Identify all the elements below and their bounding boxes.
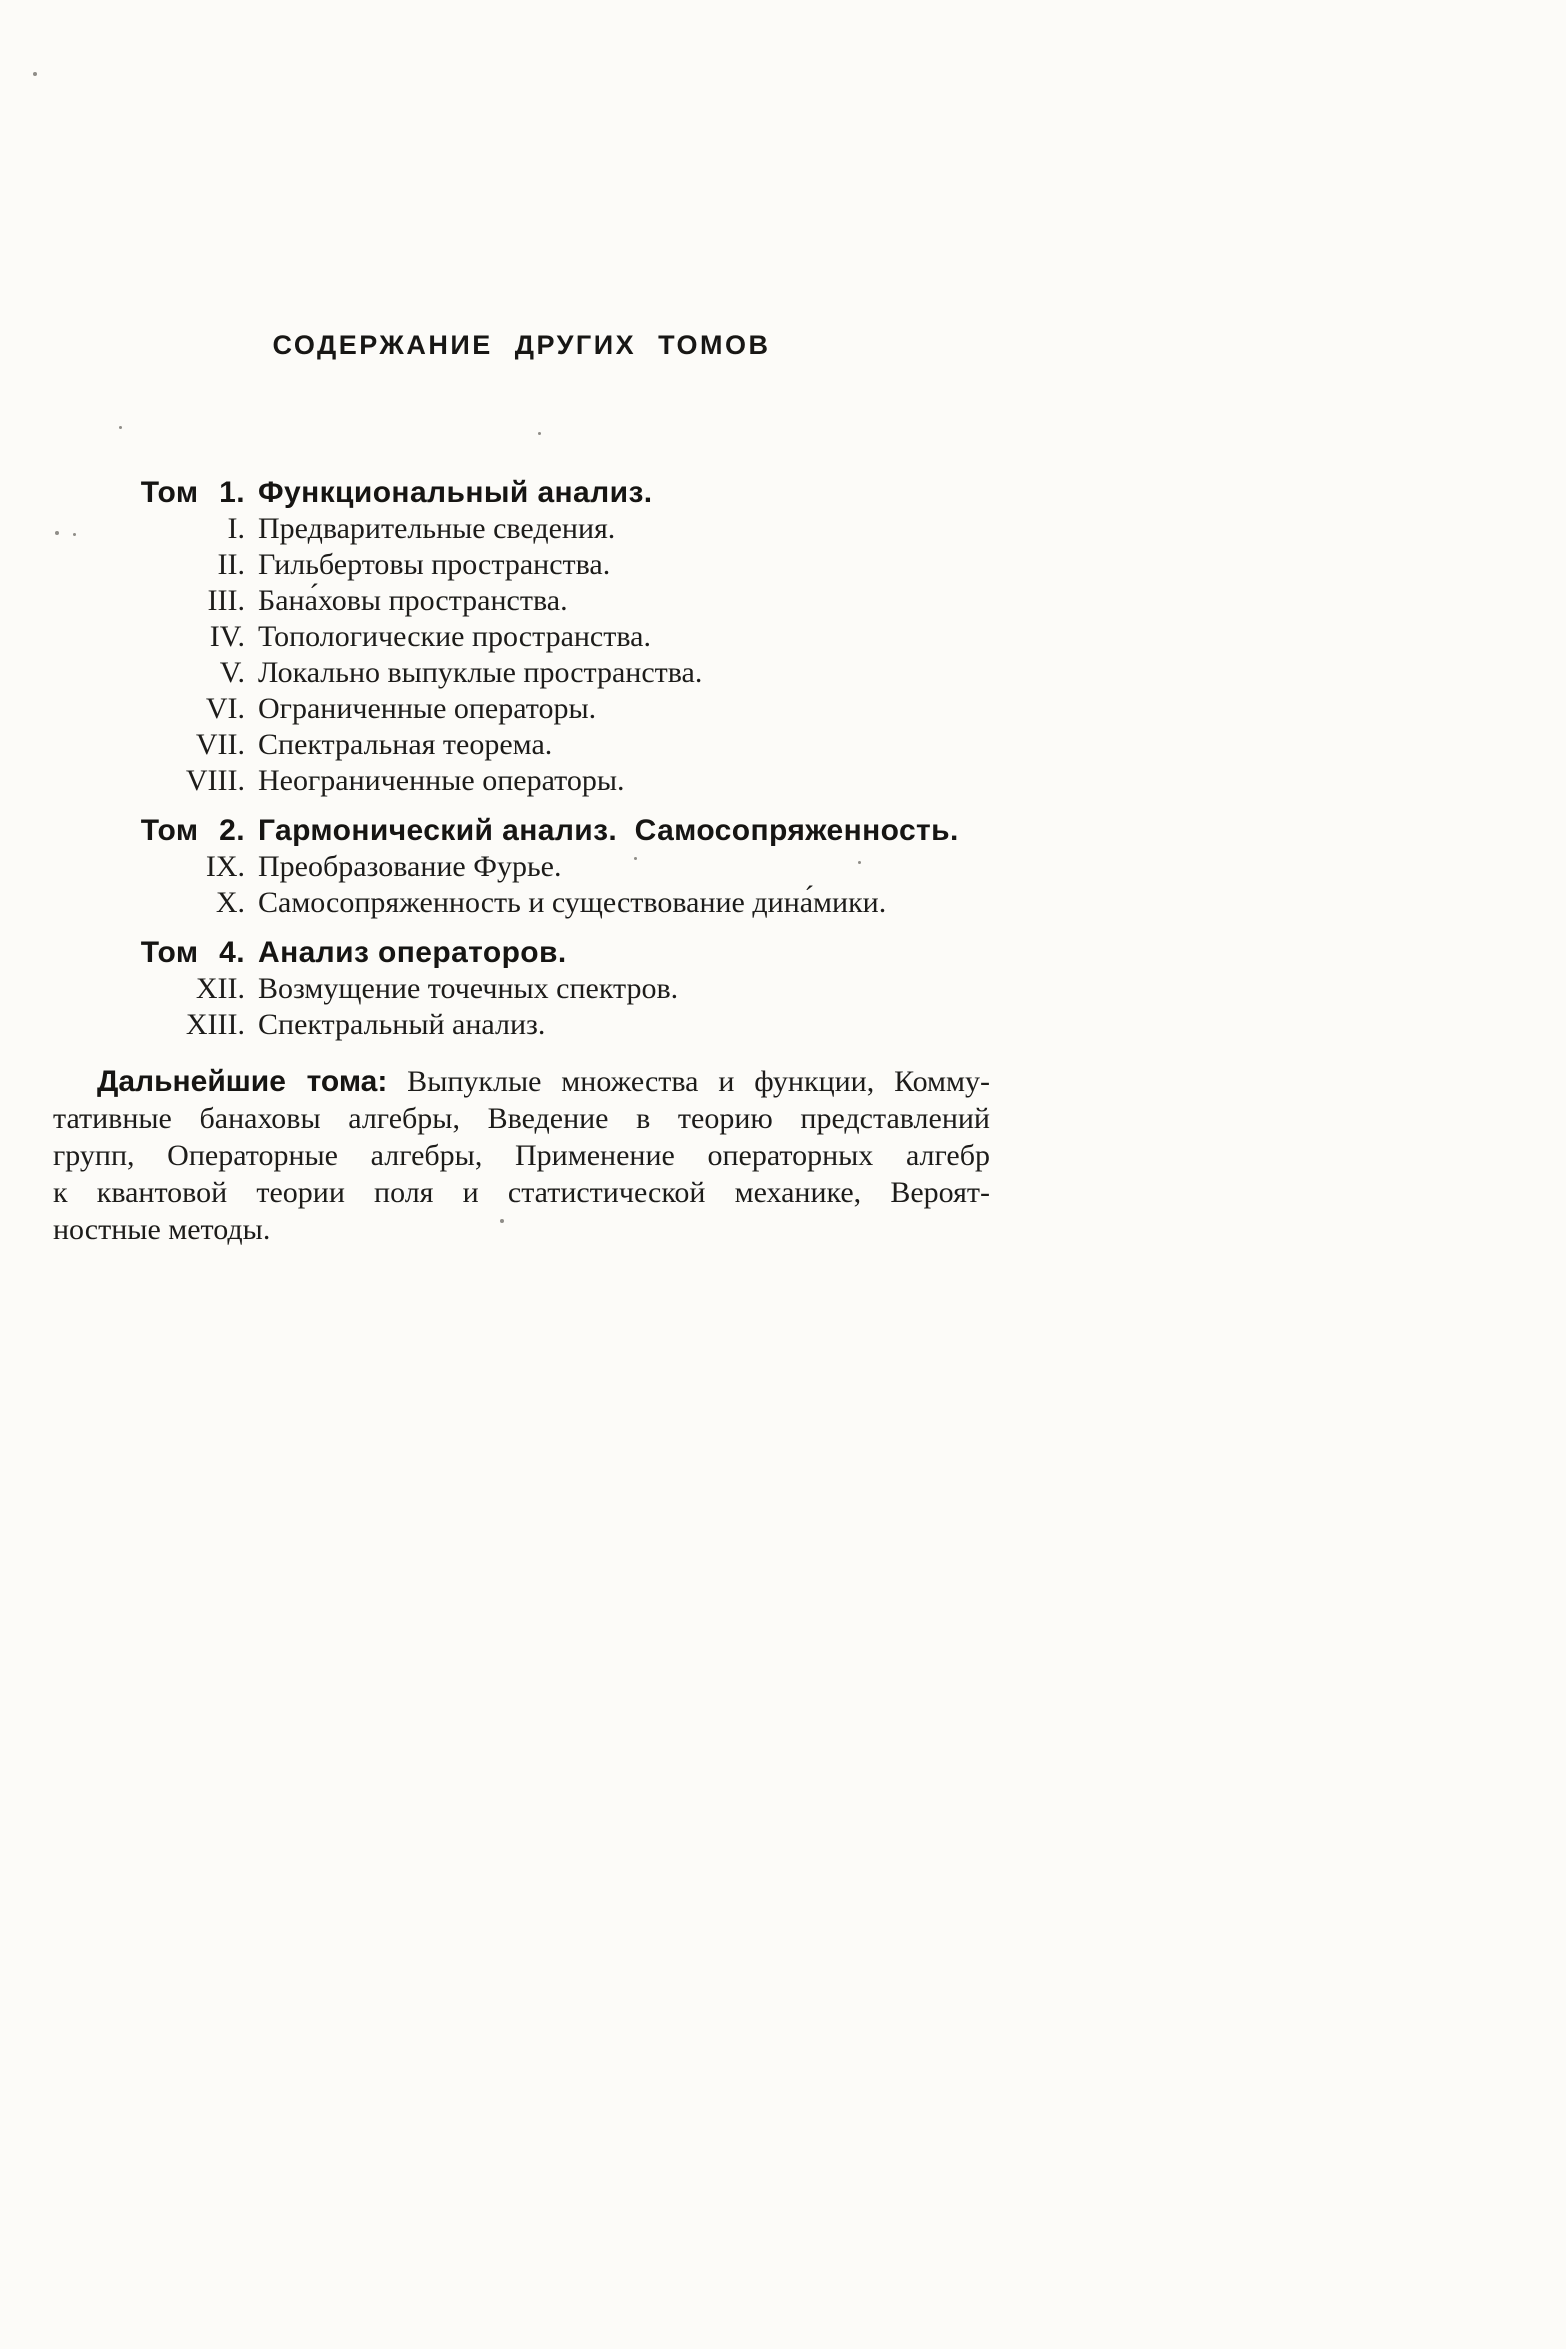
volume-heading: [53, 475, 990, 511]
chapter-row: [53, 885, 990, 921]
chapter-row: [53, 619, 990, 655]
volume-title: Гармонический анализ. Самосопряженность.: [258, 814, 959, 847]
chapter-title: Предварительные сведения.: [258, 512, 616, 545]
chapter-numeral: IV.: [209, 620, 245, 653]
volume-label: Том 2.: [140, 814, 245, 847]
paragraph-line: групп, Операторные алгебры, Применение операторных алгебр: [53, 1139, 990, 1172]
chapter-numeral: III.: [207, 584, 245, 617]
paragraph-line: тативные банаховы алгебры, Введение в теорию представлений: [53, 1102, 990, 1135]
chapter-row: [53, 511, 990, 547]
volume-heading: [53, 935, 990, 971]
paragraph-lead: Дальнейшие тома:: [97, 1065, 388, 1098]
chapter-title: Бана́ховы пространства.: [258, 584, 568, 617]
volume-4-section: [53, 935, 990, 1043]
chapter-title: Преобразование Фурье.: [258, 850, 562, 883]
chapter-row: [53, 727, 990, 763]
chapter-row: [53, 971, 990, 1007]
further-volumes-paragraph: [53, 1063, 990, 1248]
chapter-title: Самосопряженность и существование дина́мики.: [258, 886, 887, 919]
chapter-title: Ограниченные операторы.: [258, 692, 597, 725]
chapter-numeral: X.: [215, 886, 245, 919]
chapter-title: Спектральная теорема.: [258, 728, 553, 761]
paragraph-text: Выпуклые множества и функции, Комму-: [387, 1065, 990, 1098]
volume-label: Том 1.: [140, 476, 245, 509]
paragraph-line: к квантовой теории поля и статистической механике, Вероят-: [53, 1176, 990, 1209]
volume-label: Том 4.: [140, 936, 245, 969]
chapter-numeral: XII.: [195, 972, 245, 1005]
contents-section: [53, 330, 990, 1248]
chapter-row: [53, 1007, 990, 1043]
volume-heading: [53, 813, 990, 849]
chapter-title: Неограниченные операторы.: [258, 764, 625, 797]
volume-2-section: [53, 813, 990, 921]
chapter-numeral: I.: [227, 512, 245, 545]
chapter-title: Возмущение точечных спектров.: [258, 972, 679, 1005]
chapter-row: [53, 547, 990, 583]
chapter-title: Топологические пространства.: [258, 620, 651, 653]
chapter-row: [53, 763, 990, 799]
chapter-numeral: VII.: [195, 728, 245, 761]
chapter-row: [53, 583, 990, 619]
volume-title: Анализ операторов.: [258, 936, 567, 969]
page-title: СОДЕРЖАНИЕ ДРУГИХ ТОМОВ: [272, 330, 771, 360]
paragraph-line: [53, 1063, 990, 1100]
chapter-title: Локально выпуклые пространства.: [258, 656, 703, 689]
chapter-row: [53, 655, 990, 691]
chapter-numeral: IX.: [205, 850, 245, 883]
volume-title: Функциональный анализ.: [258, 476, 653, 509]
paragraph-line: ностные методы.: [53, 1213, 271, 1246]
chapter-title: Спектральный анализ.: [258, 1008, 546, 1041]
chapter-numeral: XIII.: [185, 1008, 245, 1041]
chapter-row: [53, 849, 990, 885]
chapter-title: Гильбертовы пространства.: [258, 548, 611, 581]
chapter-numeral: V.: [219, 656, 245, 689]
volume-1-section: [53, 475, 990, 799]
chapter-row: [53, 691, 990, 727]
chapter-numeral: II.: [217, 548, 245, 581]
chapter-numeral: VIII.: [185, 764, 245, 797]
scan-speck: [33, 72, 37, 76]
chapter-numeral: VI.: [205, 692, 245, 725]
